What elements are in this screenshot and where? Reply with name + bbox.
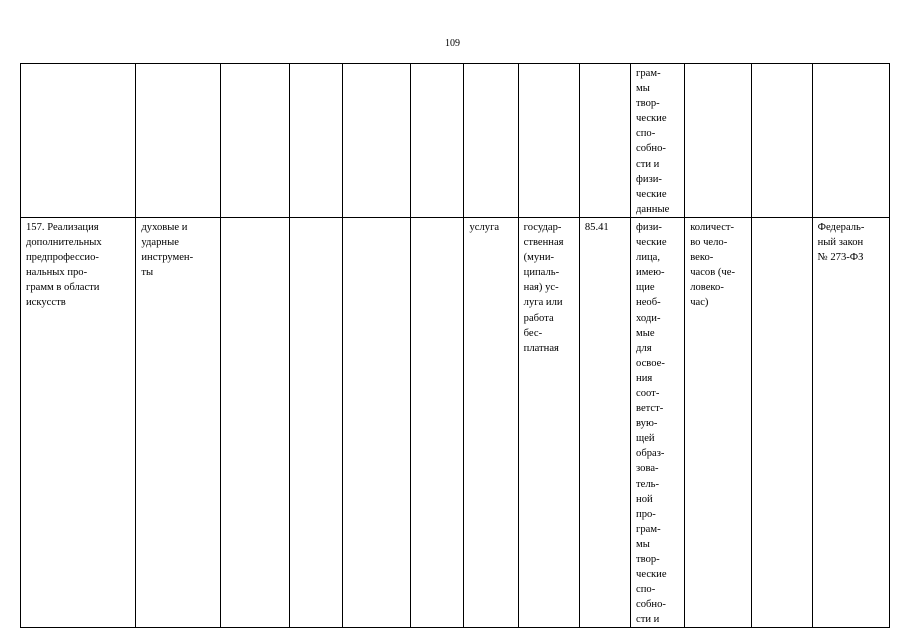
cell-text-line: зова- xyxy=(636,463,659,475)
cell-text-line: необ- xyxy=(636,297,661,309)
cell-text-line: имею- xyxy=(636,267,665,279)
cell-text-line: количест- xyxy=(690,221,735,233)
table-cell xyxy=(812,64,889,218)
table-cell xyxy=(411,64,464,218)
cell-text-line: грам- xyxy=(636,68,661,79)
cell-text-line: ветст- xyxy=(636,403,664,415)
cell-text-line: духовые и xyxy=(141,221,188,233)
table-cell xyxy=(685,64,752,218)
cell-text-line: для xyxy=(636,342,652,354)
cell-text-line: данные xyxy=(636,203,670,215)
table-cell xyxy=(518,217,579,628)
table-cell xyxy=(579,217,630,628)
cell-text-line: вую- xyxy=(636,418,658,430)
cell-text-line: 157. Реализация xyxy=(26,221,99,233)
table-cell xyxy=(220,217,289,628)
table-cell xyxy=(464,217,518,628)
cell-text-line: мые xyxy=(636,327,655,339)
cell-text-line: работа xyxy=(523,312,554,324)
table-cell xyxy=(685,217,752,628)
table-cell xyxy=(631,217,685,628)
cell-text-line: государ- xyxy=(523,221,562,233)
cell-text-line: луга или xyxy=(523,297,563,309)
cell-text-line: (муни- xyxy=(523,252,555,264)
cell-text-line: твор- xyxy=(636,98,660,110)
table-cell xyxy=(21,217,136,628)
registry-table xyxy=(20,63,890,628)
cell-text-line: нальных про- xyxy=(26,267,88,279)
cell-text-line: сти и xyxy=(636,158,660,170)
table-cell xyxy=(343,217,411,628)
cell-text-line: ния xyxy=(636,372,653,384)
cell-text-line: спо- xyxy=(636,128,656,140)
cell-text-line: тель- xyxy=(636,478,660,490)
table-cell xyxy=(343,64,411,218)
cell-text-line: платная xyxy=(523,342,559,354)
cell-text-line: ческие xyxy=(636,113,667,125)
cell-text-line: физи- xyxy=(636,221,662,233)
cell-text-line: № 273-ФЗ xyxy=(817,252,864,264)
table-cell xyxy=(518,64,579,218)
cell-text-line: во чело- xyxy=(690,237,728,249)
cell-text-line: ческие xyxy=(636,237,667,249)
cell-text-line: ной xyxy=(636,493,653,505)
cell-text-line: щие xyxy=(636,282,655,294)
table-cell xyxy=(220,64,289,218)
cell-text-line: мы xyxy=(636,538,650,550)
table-cell xyxy=(289,217,342,628)
table-cell xyxy=(752,217,812,628)
cell-text-line: ходи- xyxy=(636,312,661,324)
cell-text-line: физи- xyxy=(636,173,662,185)
cell-text-line: грам- xyxy=(636,523,661,535)
cell-text-line: спо- xyxy=(636,584,656,596)
cell-text-line: соот- xyxy=(636,387,660,399)
table-cell xyxy=(21,64,136,218)
cell-text-line: услуга xyxy=(469,221,500,233)
table-row xyxy=(21,217,890,628)
cell-text-line: лица, xyxy=(636,252,661,264)
cell-text-line: ударные xyxy=(141,237,179,249)
table-cell xyxy=(631,64,685,218)
cell-text-line: ная) ус- xyxy=(523,282,559,294)
cell-text-line: ловеко- xyxy=(690,282,724,294)
table-row xyxy=(21,64,890,218)
cell-text-line: сти и xyxy=(636,614,660,626)
cell-text-line: Федераль- xyxy=(817,221,865,233)
cell-text-line: мы xyxy=(636,83,650,95)
cell-text-line: твор- xyxy=(636,554,660,565)
cell-text-line: ципаль- xyxy=(523,267,560,279)
table-cell xyxy=(464,64,518,218)
cell-text-line: ственная xyxy=(523,237,564,249)
cell-text-line: собно- xyxy=(636,599,666,611)
table-cell xyxy=(411,217,464,628)
table-cell xyxy=(579,64,630,218)
table-cell xyxy=(752,64,812,218)
table-cell xyxy=(289,64,342,218)
cell-text-line: искусств xyxy=(26,297,66,309)
cell-text-line: освое- xyxy=(636,357,665,369)
cell-text-line: образ- xyxy=(636,448,665,460)
cell-text-line: бес- xyxy=(523,327,543,339)
cell-text-line: час) xyxy=(690,297,709,309)
cell-text-line: веко- xyxy=(690,252,714,264)
cell-text-line: ный закон xyxy=(817,237,864,249)
cell-text-line: собно- xyxy=(636,143,666,155)
cell-text-line: ческие xyxy=(636,569,667,581)
table-cell xyxy=(136,217,220,628)
cell-text-line: инструмен- xyxy=(141,252,194,264)
cell-text-line: щей xyxy=(636,433,655,445)
page-number: 109 xyxy=(445,38,460,49)
cell-text-line: ческие xyxy=(636,188,667,200)
cell-text-line: часов (че- xyxy=(690,267,735,279)
cell-text-line: 85.41 xyxy=(584,221,609,233)
cell-text-line: предпрофессио- xyxy=(26,252,99,264)
cell-text-line: грамм в области xyxy=(26,282,100,294)
table-cell xyxy=(136,64,220,218)
cell-text-line: про- xyxy=(636,508,656,520)
cell-text-line: ты xyxy=(141,267,154,279)
table-cell xyxy=(812,217,889,628)
cell-text-line: дополнительных xyxy=(26,237,102,249)
